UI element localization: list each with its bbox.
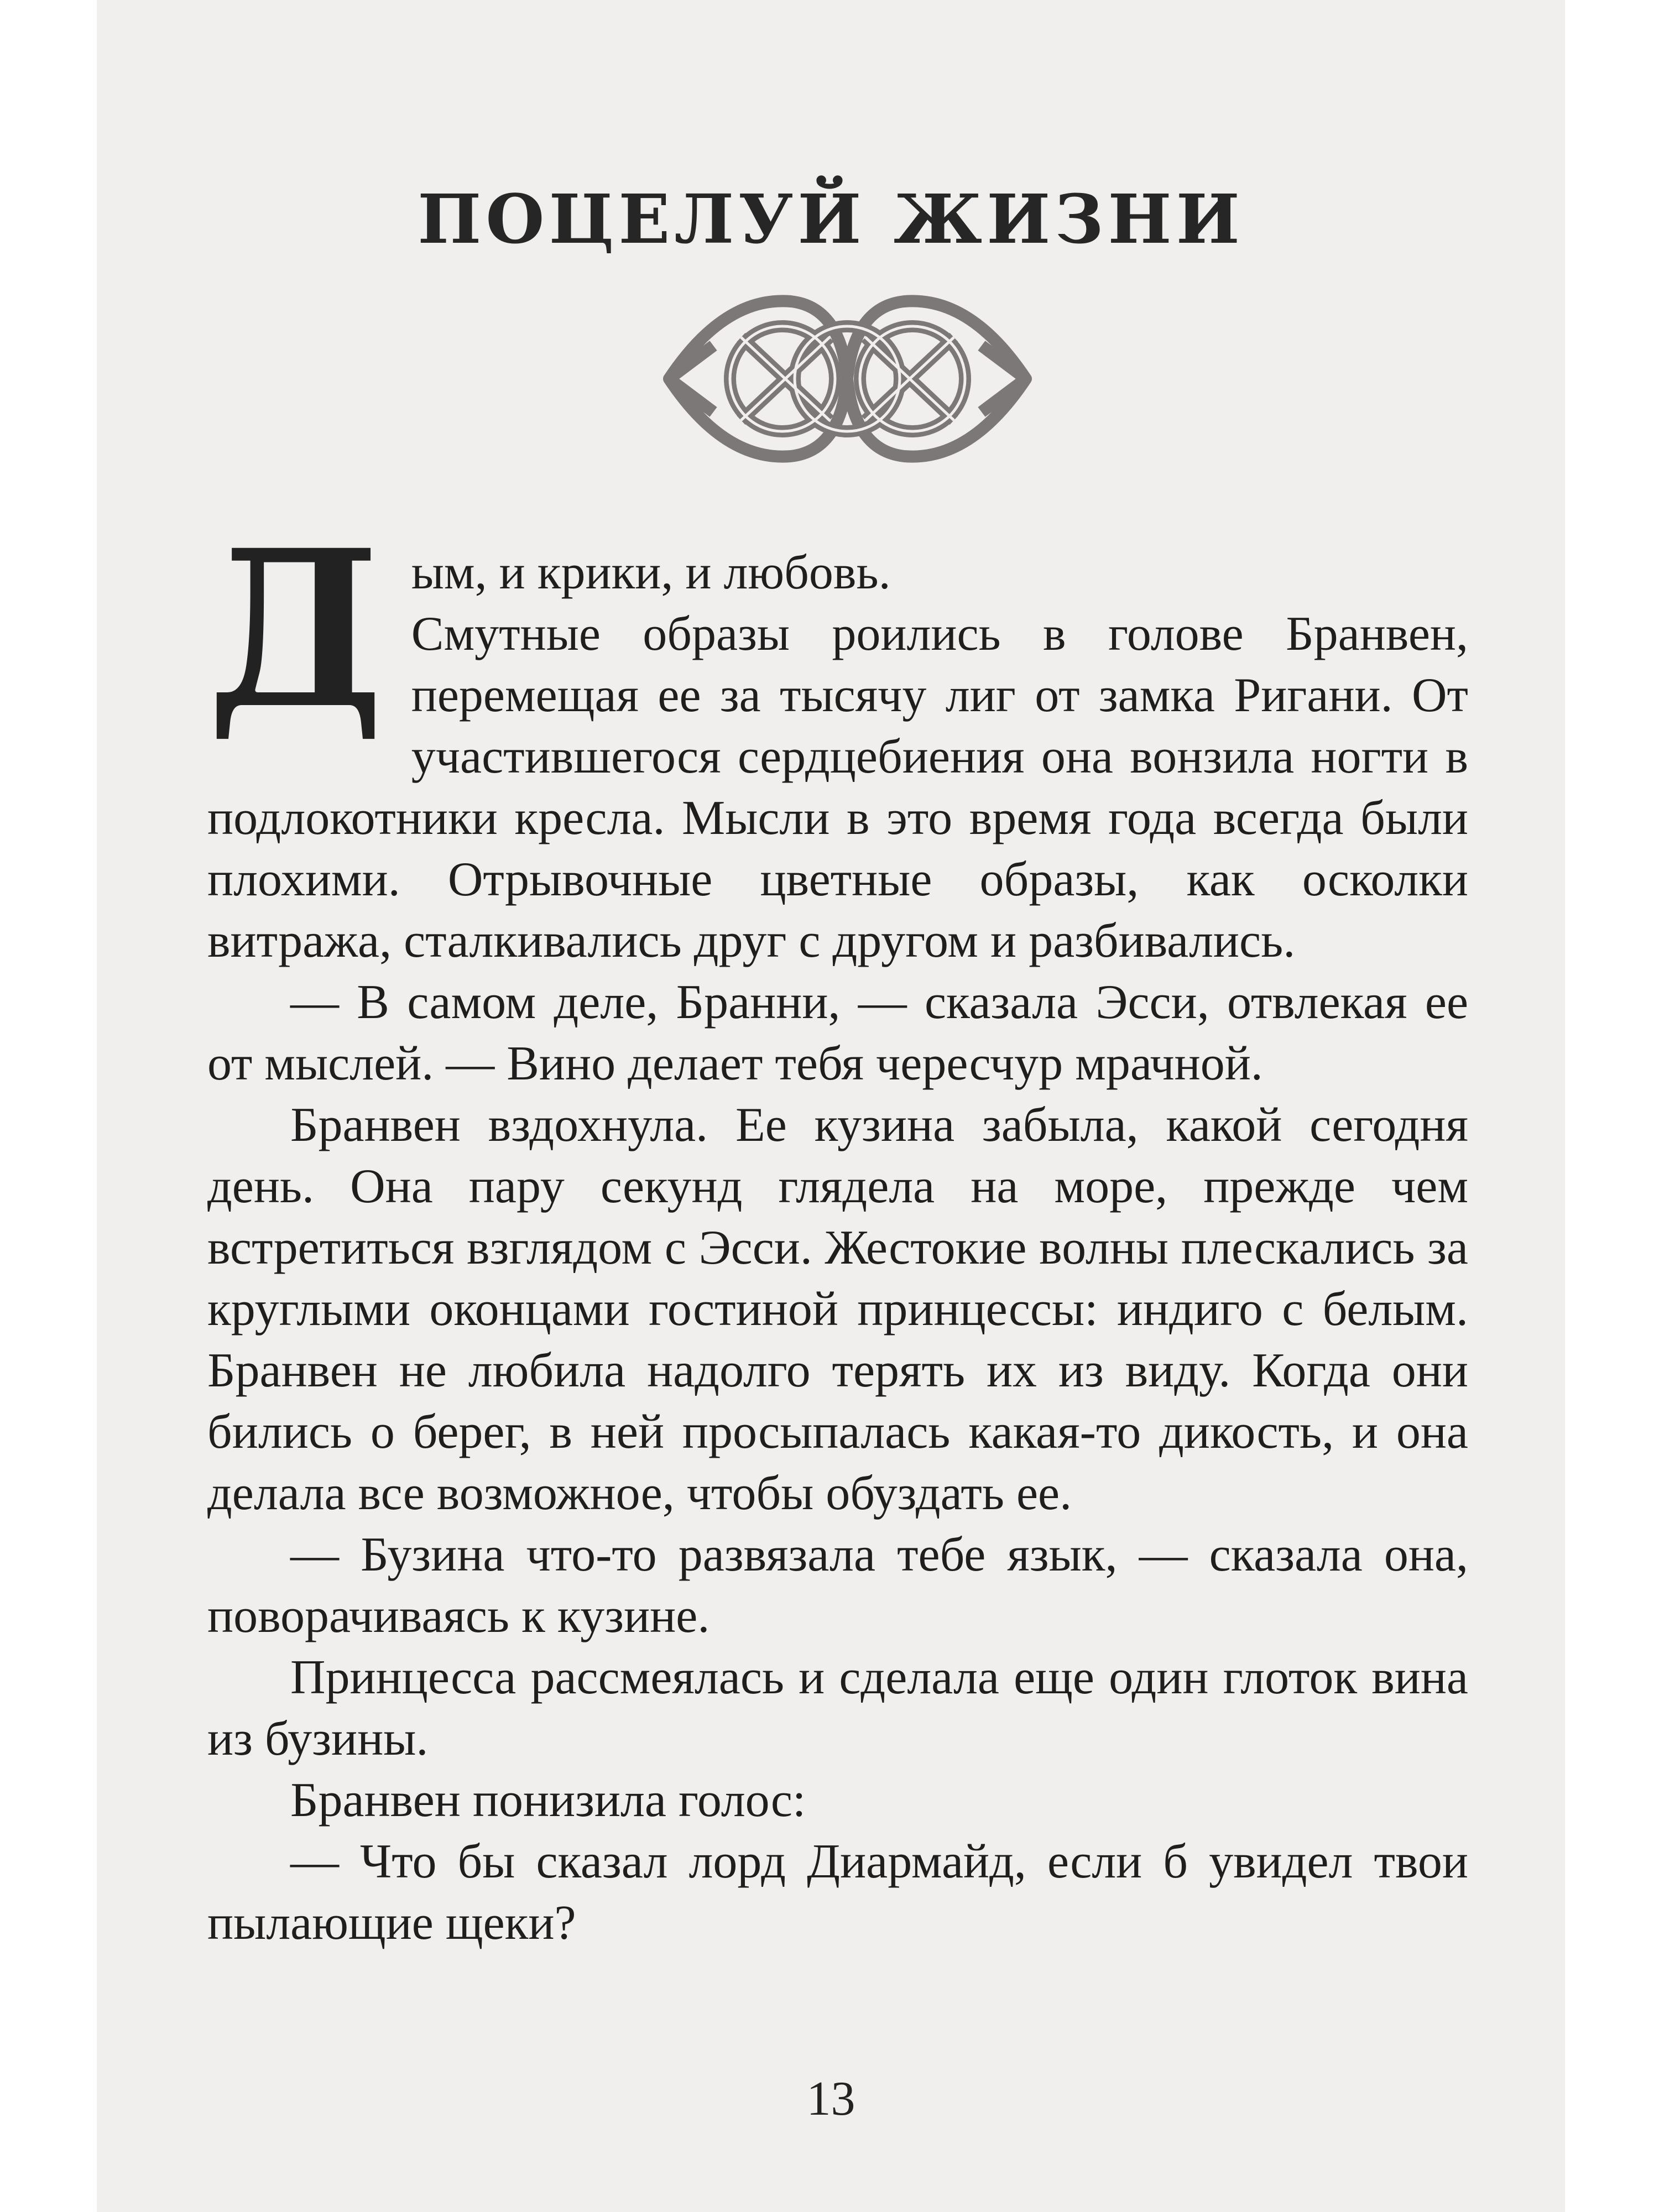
paragraph: Принцесса рассмеялась и сделала еще один глоток вина из бузины. <box>207 1651 1468 1766</box>
paragraph: Бранвен вздохнула. Ее кузина забыла, какой сегодня день. Она пару секунд глядела на море, прежде чем встретиться взглядом с Эсси. Жестокие волны плескались за круглыми оконцами гостиной принцессы: индиго с белым. Бранвен не любила надолго терять их из виду. Когда они бились о берег, в ней просыпалась какая-то дикость, и она делала все возможное, чтобы обуздать ее. <box>207 1098 1468 1520</box>
drop-cap: Д <box>207 503 384 756</box>
celtic-knot-ornament-icon <box>658 285 1037 473</box>
paragraph: — В самом деле, Бранни, — сказала Эсси, отвлекая ее от мыслей. — Вино делает тебя чересчур мрачной. <box>207 975 1468 1091</box>
page-number: 13 <box>806 2072 855 2126</box>
chapter-body <box>207 503 1468 1954</box>
first-paragraph-text: ым, и крики, и любовь. Смутные образы роились в голове Бранвен, перемещая ее за тысячу лиг от замка Ригани. От участившегося сердцебиения она вонзила ногти в подлокотники кресла. Мысли в это время года всегда были плохими. Отрывочные цветные образы, как осколки витража, сталкивались друг с другом и разбивались. <box>207 546 1468 968</box>
paragraph: — Бузина что-то развязала тебе язык, — сказала она, поворачиваясь к кузине. <box>207 1528 1468 1643</box>
chapter-title: ПОЦЕЛУЙ ЖИЗНИ <box>418 179 1244 259</box>
first-paragraph <box>207 503 1468 972</box>
paragraph: — Что бы сказал лорд Диармайд, если б увидел твои пылающие щеки? <box>207 1835 1468 1950</box>
book-page <box>97 0 1565 2212</box>
paragraph: Бранвен понизила голос: <box>290 1773 806 1827</box>
